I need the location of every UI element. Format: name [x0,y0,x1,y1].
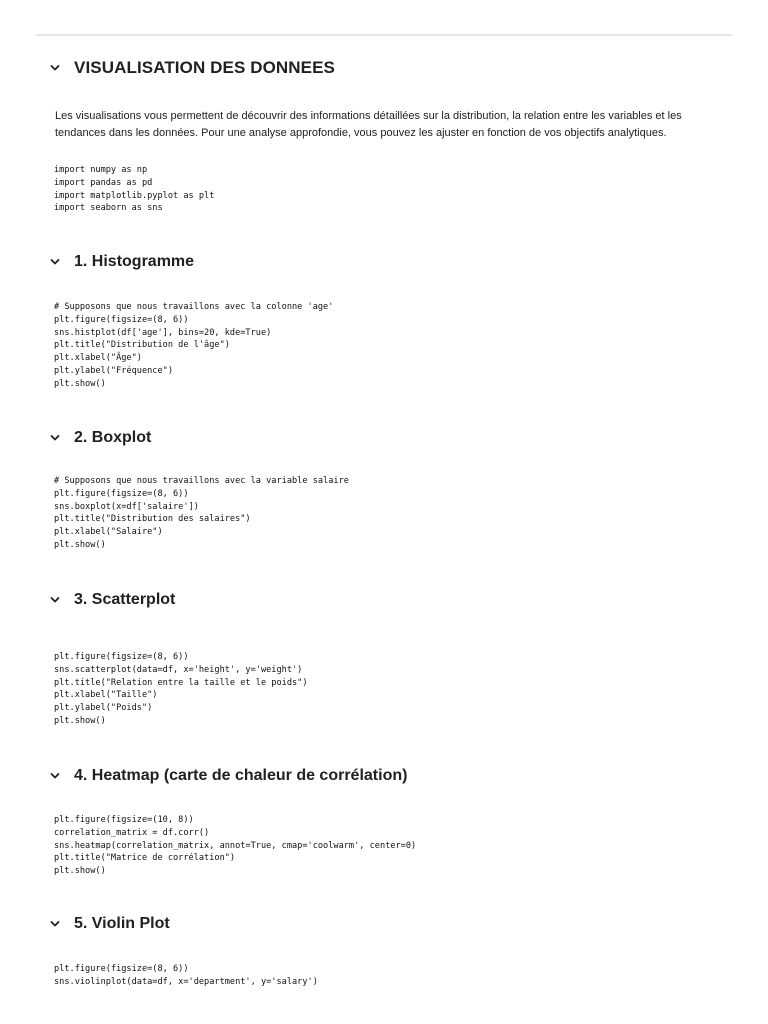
code-block-heatmap [54,814,416,878]
code-line: import matplotlib.pyplot as plt [54,190,215,201]
section-toggle-boxplot[interactable] [48,429,151,447]
code-line: plt.figure(figsize=(8, 6)) [54,652,189,662]
chevron-down-icon [48,255,62,269]
code-line: sns.boxplot(x=df['salaire']) [54,501,199,512]
code-line: sns.scatterplot(data=df, x='height', y='weight') [54,664,303,675]
code-line: plt.title("Matrice de corrélation") [54,853,236,864]
code-line: import pandas as pd [54,177,153,188]
chevron-down-icon [48,917,62,931]
code-line: sns.histplot(df['age'], bins=20, kde=True) [54,327,272,338]
chevron-down-icon [48,61,62,75]
intro-line: tendances dans les données. Pour une analyse approfondie, vous pouvez les ajuster en fonction de vos objectifs analytiques. [55,126,667,139]
code-line: plt.show() [54,378,106,389]
intro-paragraph [55,108,721,141]
section-toggle-heatmap[interactable] [48,767,407,785]
chevron-down-icon [48,769,62,783]
chevron-down-icon [48,431,62,445]
code-line: # Supposons que nous travaillons avec la colonne 'age' [54,302,334,312]
code-line: plt.title("Distribution de l'âge") [54,340,230,351]
subsection-title: 4. Heatmap (carte de chaleur de corrélation) [74,767,408,784]
code-line: plt.figure(figsize=(8, 6)) [54,488,189,499]
section-toggle-visualisation[interactable] [48,58,335,78]
subsection-title: 1. Histogramme [74,253,195,270]
code-line: # Supposons que nous travaillons avec la variable salaire [54,476,349,486]
code-line: plt.xlabel("Salaire") [54,527,163,538]
code-line: plt.show() [54,539,106,550]
subsection-title: 2. Boxplot [74,429,152,446]
code-line: plt.show() [54,715,106,726]
chevron-down-icon [48,593,62,607]
subsection-title: 3. Scatterplot [74,591,176,608]
code-block-scatterplot [54,651,308,728]
intro-line: Les visualisations vous permettent de découvrir des informations détaillées sur la distribution, la relation entre les variables et les [55,110,682,122]
code-line: plt.ylabel("Fréquence") [54,365,173,376]
code-block-violin-plot [54,963,318,989]
code-line: import numpy as np [54,165,148,175]
code-line: plt.show() [54,866,106,877]
section-toggle-histogramme[interactable] [48,253,194,271]
code-block-boxplot [54,475,349,552]
code-line: sns.heatmap(correlation_matrix, annot=True, cmap='coolwarm', center=0) [54,840,417,851]
section-title: VISUALISATION DES DONNEES [74,58,335,77]
code-line: plt.xlabel("Âge") [54,353,142,364]
code-line: import seaborn as sns [54,203,163,214]
code-line: plt.title("Relation entre la taille et le poids") [54,677,308,688]
code-line: plt.xlabel("Taille") [54,690,158,701]
section-toggle-scatterplot[interactable] [48,591,175,609]
code-line: correlation_matrix = df.corr() [54,827,210,838]
subsection-title: 5. Violin Plot [74,915,170,932]
top-divider [36,34,732,36]
code-line: plt.ylabel("Poids") [54,703,153,714]
code-block-histogramme [54,301,333,391]
code-block-imports [54,164,214,215]
section-toggle-violin-plot[interactable] [48,915,170,933]
code-line: sns.violinplot(data=df, x='department', y='salary') [54,976,318,987]
code-line: plt.figure(figsize=(8, 6)) [54,314,189,325]
code-line: plt.figure(figsize=(10, 8)) [54,815,194,825]
code-line: plt.figure(figsize=(8, 6)) [54,964,189,974]
code-line: plt.title("Distribution des salaires") [54,514,251,525]
